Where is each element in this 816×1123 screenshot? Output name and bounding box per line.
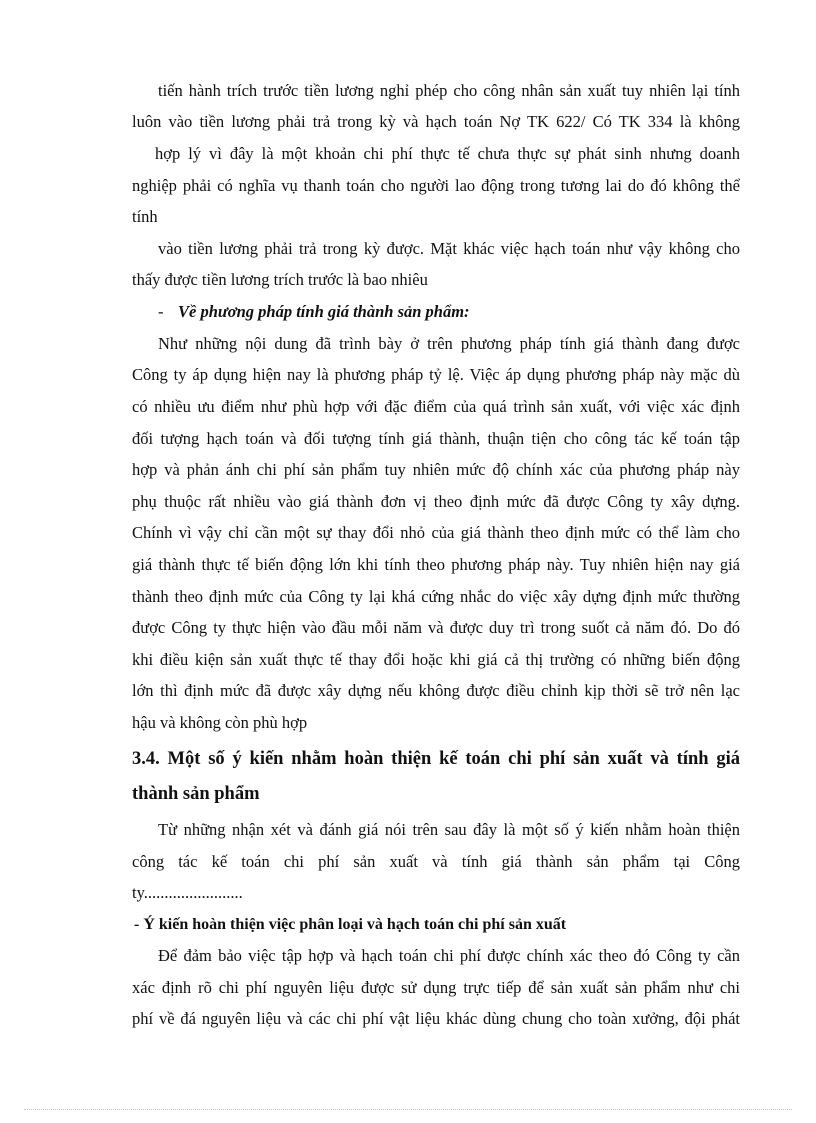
body-line-6: vào tiền lương phải trả trong kỳ được. Mặt khác việc hạch toán như vậy không cho — [158, 239, 740, 258]
body-line-25: xác định rõ chi phí nguyên liệu được sử dụng trực tiếp để sản xuất sản phẩm như chi — [132, 978, 740, 997]
body-line-21: Từ những nhận xét và đánh giá nói trên sau đây là một số ý kiến nhằm hoàn thiện — [158, 820, 740, 839]
bullet-dash: - — [158, 302, 164, 321]
body-line-17: được Công ty thực hiện vào đầu mỗi năm và được duy trì trong suốt cả năm đó. Do đó — [132, 618, 740, 637]
body-line-19: lớn thì định mức đã được xây dựng nếu không được điều chỉnh kịp thời sẽ trở nên lạc — [132, 681, 740, 700]
body-line-8: Như những nội dung đã trình bày ở trên phương pháp tính giá thành đang được — [158, 334, 740, 353]
body-line-1: tiến hành trích trước tiền lương nghỉ phép cho công nhân sản xuất tuy nhiên lại tính — [158, 81, 740, 100]
page-bottom-divider — [24, 1109, 792, 1110]
subheading-cost-classification: - Ý kiến hoàn thiện việc phân loại và hạch toán chi phí sản xuất — [134, 916, 567, 933]
section-heading-line-2: thành sản phẩm — [132, 784, 260, 804]
body-line-22: công tác kế toán chi phí sản xuất và tính giá thành sản phẩm tại Công — [132, 852, 740, 871]
body-line-26: phí về đá nguyên liệu và các chi phí vật liệu khác dùng chung cho toàn xưởng, đội phát — [132, 1009, 740, 1028]
body-line-24: Để đảm bảo việc tập hợp và hạch toán chi phí được chính xác theo đó Công ty cần — [158, 946, 740, 965]
body-line-14: Chính vì vậy chỉ cần một sự thay đổi nhỏ của giá thành theo định mức có thể làm cho — [132, 523, 740, 542]
body-line-11: đối tượng hạch toán và đối tượng tính giá thành, thuận tiện cho công tác kế toán tập — [132, 429, 740, 448]
body-line-18: khi điều kiện sản xuất thực tế thay đổi hoặc khi giá cả thị trường có những biến động — [132, 650, 740, 669]
body-line-12: hợp và phản ánh chi phí sản phẩm tuy nhiên mức độ chính xác của phương pháp này — [132, 460, 740, 479]
body-line-4: nghiệp phải có nghĩa vụ thanh toán cho người lao động trong tương lai do đó không thể — [132, 176, 740, 195]
body-line-9: Công ty áp dụng hiện nay là phương pháp tỷ lệ. Việc áp dụng phương pháp này mặc dù — [132, 365, 740, 384]
body-line-15: giá thành thực tế biến động lớn khi tính theo phương pháp này. Tuy nhiên hiện nay giá — [132, 555, 740, 574]
body-line-20: hậu và không còn phù hợp — [132, 713, 308, 732]
body-line-13: phụ thuộc rất nhiều vào giá thành đơn vị theo định mức đã được Công ty xây dựng. — [132, 492, 740, 511]
body-line-2: luôn vào tiền lương phải trả trong kỳ và hạch toán Nợ TK 622/ Có TK 334 là không — [132, 112, 740, 131]
subheading-calculation-method: Về phương pháp tính giá thành sản phẩm: — [178, 302, 470, 321]
body-line-16: thành theo định mức của Công ty lại khá cứng nhắc do việc xây dựng định mức thường — [132, 587, 740, 606]
body-line-10: có nhiều ưu điểm như phù hợp với đặc điểm của quá trình sản xuất, với việc xác định — [132, 397, 740, 416]
body-line-3: hợp lý vì đây là một khoản chi phí thực tế chưa thực sự phát sinh nhưng doanh — [155, 144, 740, 163]
section-heading-line-1: 3.4. Một số ý kiến nhằm hoàn thiện kế toán chi phí sản xuất và tính giá — [132, 749, 740, 769]
body-line-23: ty........................ — [132, 883, 243, 902]
body-line-7: thấy được tiền lương trích trước là bao nhiêu — [132, 270, 428, 289]
body-line-5: tính — [132, 207, 158, 226]
